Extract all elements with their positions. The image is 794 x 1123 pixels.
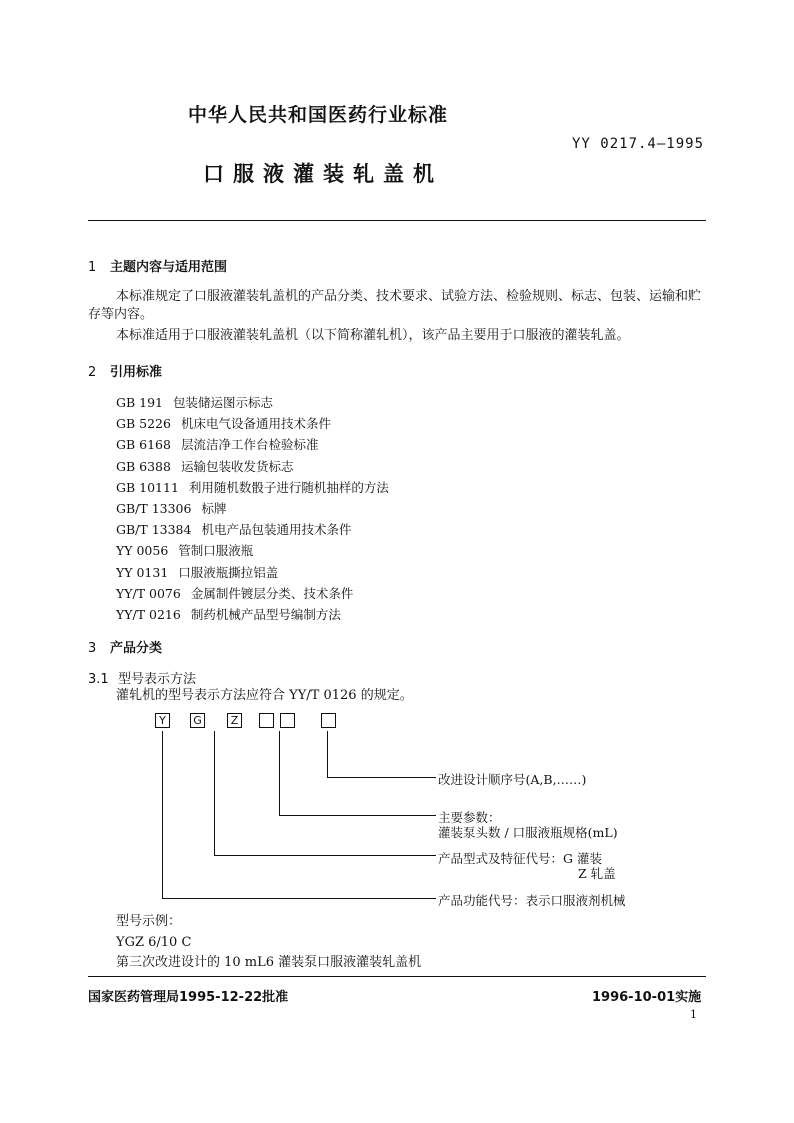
approval-date: 国家医药管理局1995-12-22批准 [88,990,289,1005]
reference-title: 机电产品包装通用技术条件 [201,522,352,538]
subsection-3-1-text: 灌轧机的型号表示方法应符合 YY/T 0126 的规定。 [116,688,413,703]
reference-code: GB/T 13306 [116,501,192,516]
section-1-heading [88,256,227,275]
box-revision [321,713,336,728]
reference-title: 金属制件镀层分类、技术条件 [190,585,354,601]
issuing-organization: 中华人民共和国医药行业标准 [188,104,449,126]
reference-item [116,563,278,581]
section-3-heading [88,637,162,656]
reference-item [116,435,318,453]
page-number: 1 [690,1008,697,1021]
section-number: 2 [88,365,97,380]
reference-code: GB 191 [116,395,164,410]
section-1-para2: 本标准适用于口服液灌装轧盖机（以下简称灌轧机），该产品主要用于口服液的灌装轧盖。 [116,328,630,343]
leader-param-vertical [279,731,280,816]
reference-title: 层流洁净工作台检验标准 [180,437,319,453]
footer-divider [88,976,706,977]
reference-item [116,541,253,559]
reference-item [116,605,341,623]
reference-title: 口服液瓶撕拉铝盖 [178,564,279,580]
reference-title: 包装储运图示标志 [173,395,274,410]
subsection-number: 3.1 [88,672,109,687]
box-param-1 [259,713,274,728]
leader-revision-horizontal [327,777,436,778]
leader-function-vertical [162,731,163,899]
document-title: 口服液灌装轧盖机 [203,162,443,186]
reference-code: GB 10111 [116,479,179,495]
reference-code: GB 5226 [116,416,171,432]
label-main-parameters-detail: 灌装泵头数 / 口服液瓶规格(mL) [438,825,618,840]
reference-item [116,520,351,538]
section-1-para1-line2: 存等内容。 [88,307,154,322]
section-title: 产品分类 [110,641,163,656]
leader-type-vertical [214,731,215,856]
effective-date: 1996-10-01实施 [592,990,702,1005]
reference-item [116,414,331,432]
reference-code: YY/T 0076 [116,585,181,601]
label-function-code: 产品功能代号：表示口服液剂机械 [438,893,626,908]
label-type-code-z: Z 轧盖 [578,866,616,881]
leader-type-horizontal [214,855,436,856]
leader-function-horizontal [162,898,436,899]
box-letter-z: Z [227,713,242,728]
section-title: 引用标准 [110,365,163,380]
reference-code: GB 6168 [116,437,171,453]
reference-item [116,478,389,496]
reference-code: GB/T 13384 [116,522,192,538]
reference-title: 管制口服液瓶 [178,543,254,559]
section-1-para1-line1: 本标准规定了口服液灌装轧盖机的产品分类、技术要求、试验方法、检验规则、标志、包装、运输和贮 [116,289,702,304]
header-divider [88,220,706,221]
reference-item [116,584,353,602]
section-number: 1 [88,260,97,275]
reference-code: YY 0056 [116,543,169,559]
reference-item [116,499,226,517]
example-label: 型号示例： [116,914,182,929]
label-revision-sequence: 改进设计顺序号(A,B,……) [438,772,587,787]
section-2-heading [88,361,162,380]
reference-title: 标牌 [201,501,227,516]
subsection-title: 型号表示方法 [118,672,197,687]
leader-revision-vertical [327,731,328,778]
label-main-parameters: 主要参数： [438,810,501,825]
example-description: 第三次改进设计的 10 mL6 灌装泵口服液灌装轧盖机 [116,955,422,970]
reference-title: 利用随机数骰子进行随机抽样的方法 [188,479,389,495]
reference-title: 运输包装收发货标志 [180,458,294,474]
reference-item [116,393,273,411]
example-code: YGZ 6/10 C [116,935,192,950]
label-type-code: 产品型式及特征代号：G 灌装 [438,851,602,866]
box-letter-y: Y [155,713,170,728]
box-letter-g: G [190,713,205,728]
reference-title: 制药机械产品型号编制方法 [190,607,341,622]
reference-code: YY/T 0216 [116,607,181,622]
leader-param-horizontal [279,815,436,816]
section-number: 3 [88,641,97,656]
subsection-3-1-heading [88,668,196,687]
reference-title: 机床电气设备通用技术条件 [180,416,331,432]
reference-code: YY 0131 [116,564,169,580]
box-param-2 [280,713,295,728]
standard-code: YY 0217.4—1995 [572,136,705,152]
reference-code: GB 6388 [116,458,171,474]
section-title: 主题内容与适用范围 [110,260,228,275]
reference-item [116,457,293,475]
